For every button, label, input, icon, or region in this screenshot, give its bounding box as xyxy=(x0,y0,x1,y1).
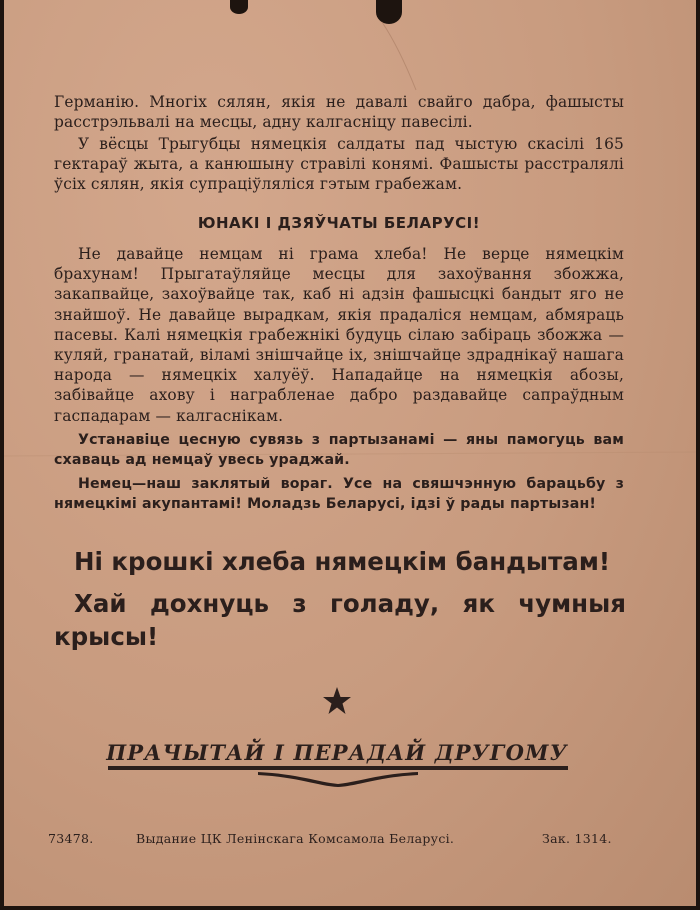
partisan-link-paragraph: Устанавіце цесную сувязь з партызанамі — яны памогуць вам схаваць ад немцаў увесь ураджай. xyxy=(54,432,624,468)
slogan-rats: Хай дохнуць з голаду, як чумныя крысы! xyxy=(54,589,626,651)
star-icon xyxy=(322,686,352,716)
call-to-action: ПРАЧЫТАЙ І ПЕРАДАЙ ДРУГОМУ xyxy=(106,740,568,765)
call-to-fight-paragraph: Немец—наш заклятый вораг. Усе на свяшчэнную барацьбу з нямецкімі акупантамі! Моладзь Беларусі, ідзі ў рады партызан! xyxy=(54,476,624,512)
intro-paragraph-2: У вёсцы Трыгубцы нямецкія салдаты пад чыстую скасілі 165 гектараў жыта, а канюшыну стравілі конямі. Фашысты расстралялі ўсіх сялян, якія супраціўляліся гэтым грабежам. xyxy=(54,135,624,194)
section-heading: ЮНАКІ І ДЗЯЎЧАТЫ БЕЛАРУСІ! xyxy=(197,214,481,232)
print-number: 73478. xyxy=(48,831,94,846)
intro-paragraph-1: Германію. Многіх сялян, якія не давалі свайго дабра, фашысты расстрэльвалі на месцы, адну калгасніцу павесілі. xyxy=(54,93,624,132)
order-number: Зак. 1314. xyxy=(542,831,612,846)
leaflet-sheet xyxy=(4,0,696,906)
ornamental-rule xyxy=(108,764,568,788)
torn-notch xyxy=(376,0,402,24)
publisher-line: Выдание ЦК Ленінскага Комсамола Беларусі. xyxy=(136,831,455,846)
appeal-paragraph: Не давайце немцам ні грама хлеба! Не верце нямецкім брахунам! Прыгатаўляйце месцы для захоўвання збожжа, закапвайце, захоўвайце так, каб ні адзін фашысцкі бандыт яго не знайшоў. Не давайце вырадкам, якія прадаліся немцам, абмяраць пасевы. Калі нямецкія грабежнікі будуць сілаю забіраць збожжа — куляй, гранатай, віламі знішчайце іх, знішчайце здраднікаў нашага народа — нямецкіх халуёў. Нападайце на нямецкія абозы, забівайце ахову і награбленае дабро раздавайце сапраўдным гаспадарам — калгаснікам. xyxy=(54,245,624,425)
torn-notch xyxy=(230,0,248,14)
slogan-bread: Ні крошкі хлеба нямецкім бандытам! xyxy=(74,547,611,576)
